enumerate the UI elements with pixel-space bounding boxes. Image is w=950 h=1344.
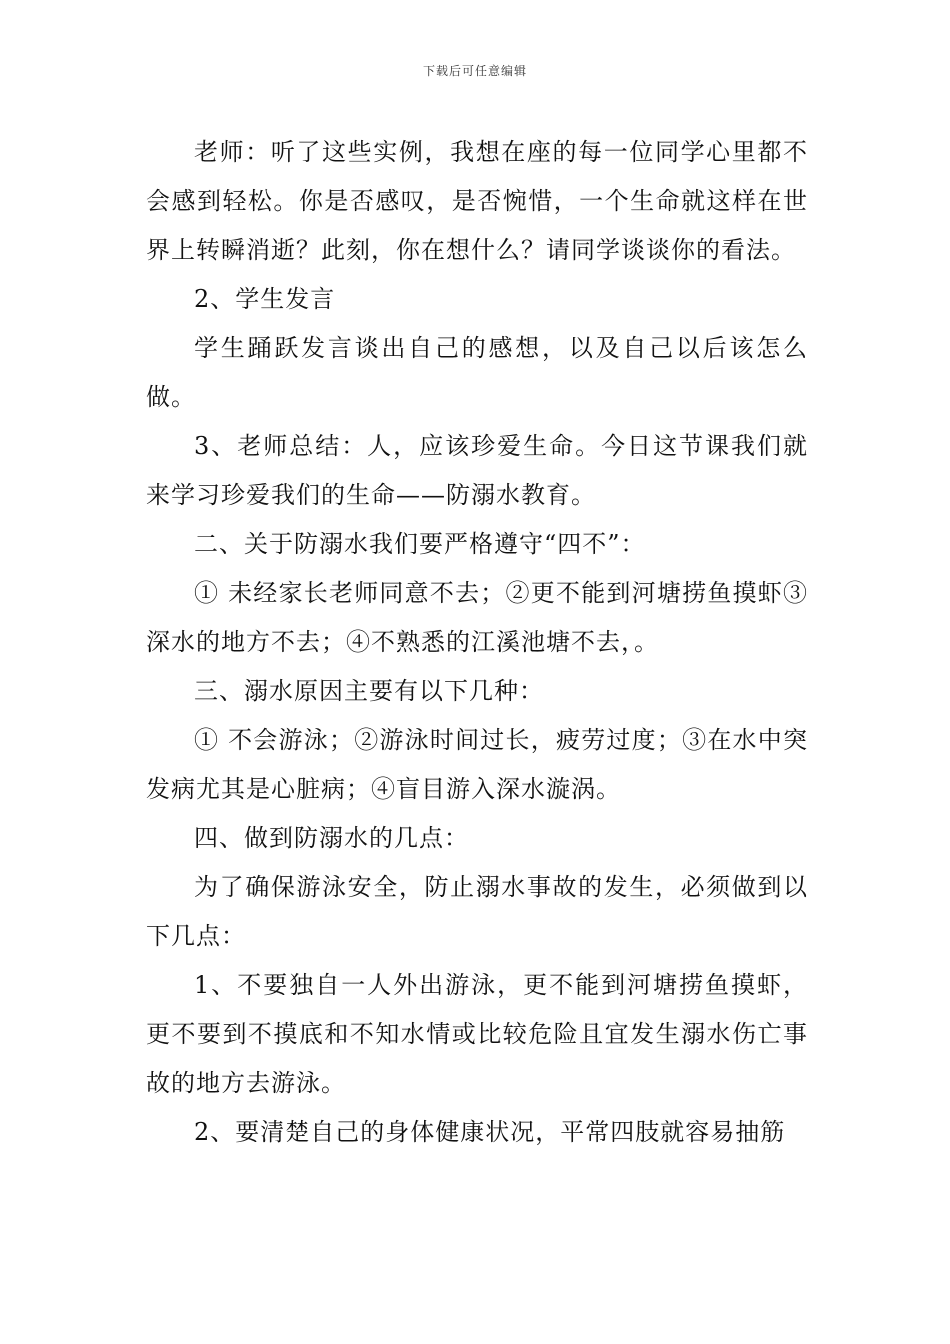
paragraph-causes: ① 不会游泳；②游泳时间过长，疲劳过度；③在水中突发病尤其是心脏病；④盲目游入深水漩涡。 bbox=[146, 726, 808, 803]
paragraph-causes-heading: 三、溺水原因主要有以下几种： bbox=[194, 677, 544, 705]
paragraph-student-speech-heading: 2、学生发言 bbox=[194, 285, 336, 313]
document-body bbox=[146, 128, 808, 1157]
paragraph-prevention-intro: 为了确保游泳安全，防止溺水事故的发生，必须做到以下几点： bbox=[146, 873, 808, 950]
paragraph-four-rules-heading: 二、关于防溺水我们要严格遵守“四不”： bbox=[194, 530, 646, 558]
paragraph-prevention-heading: 四、做到防溺水的几点： bbox=[194, 824, 469, 852]
paragraph-four-rules: ① 未经家长老师同意不去；②更不能到河塘捞鱼摸虾③深水的地方不去；④不熟悉的江溪池塘不去，。 bbox=[146, 579, 808, 656]
paragraph-teacher-summary: 3、老师总结：人，应该珍爱生命。今日这节课我们就来学习珍爱我们的生命——防溺水教育。 bbox=[146, 432, 808, 509]
paragraph-prevention-point-1: 1、不要独自一人外出游泳，更不能到河塘捞鱼摸虾，更不要到不摸底和不知水情或比较危险且宜发生溺水伤亡事故的地方去游泳。 bbox=[146, 971, 808, 1097]
page-header-note: 下载后可任意编辑 bbox=[422, 64, 527, 78]
paragraph-student-speech: 学生踊跃发言谈出自己的感想，以及自己以后该怎么做。 bbox=[146, 334, 808, 411]
paragraph-teacher-remark: 老师：听了这些实例，我想在座的每一位同学心里都不会感到轻松。你是否感叹，是否惋惜，一个生命就这样在世界上转瞬消逝？此刻，你在想什么？请同学谈谈你的看法。 bbox=[146, 138, 808, 264]
paragraph-prevention-point-2: 2、要清楚自己的身体健康状况，平常四肢就容易抽筋 bbox=[194, 1118, 786, 1146]
